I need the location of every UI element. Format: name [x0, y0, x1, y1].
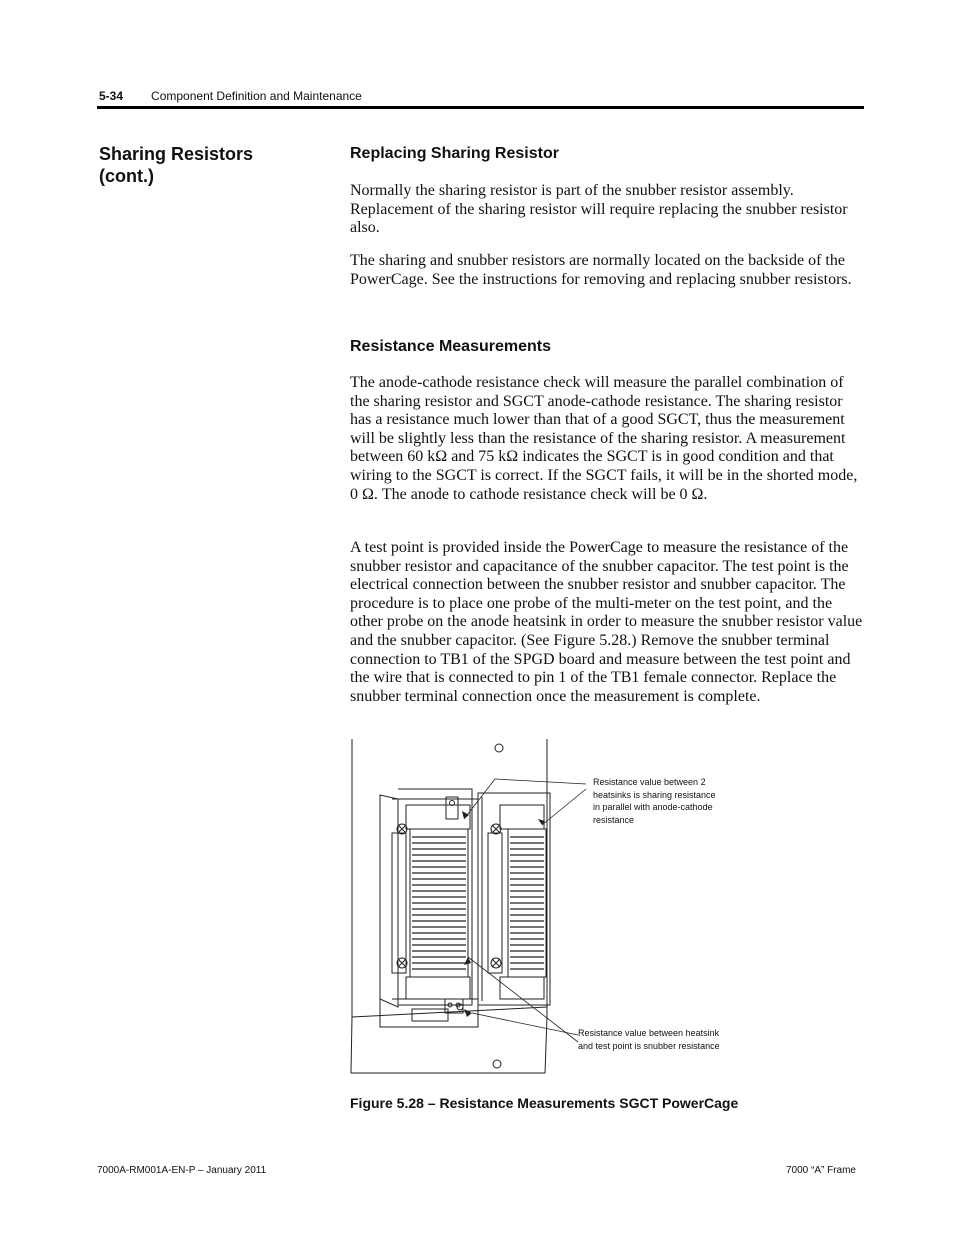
- side-heading: Sharing Resistors (cont.): [99, 144, 254, 186]
- resistance-paragraph-2: A test point is provided inside the PowerCage to measure the resistance of the snubber resistor and capacitance of the snubber capacitor. The test point is the electrical connection between the snubber resistor and snubber capacitor. The procedure is to place one probe of the multi-meter on the test point, and the other probe on the anode heatsink in order to measure the snubber resistor value and the snubber capacitor. (See Figure 5.28.) Remove the snubber terminal connection to TB1 of the SPGD board and measure between the test point and the wire that is connected to pin 1 of the TB1 female connector. Replace the snubber terminal connection once the measurement is complete.: [350, 539, 863, 705]
- resistance-heading: Resistance Measurements: [350, 338, 551, 355]
- resistance-paragraph-1: The anode-cathode resistance check will measure the parallel combination of the sharing resistor and SGCT anode-cathode resistance. The sharing resistor has a resistance much lower than that of a good SGCT, thus the measurement will be slightly less than the resistance of the sharing resistor. A measurement between 60 kΩ and 75 kΩ indicates the SGCT is in good condition and that wiring to the SGCT is correct. If the SGCT fails, it will be in the shorted mode, 0 Ω. The anode to cathode resistance check will be 0 Ω.: [350, 374, 858, 503]
- footer-product-name: 7000 “A” Frame: [785, 1165, 856, 1176]
- callout-snubber-resistance: Resistance value between heatsink and test point is snubber resistance: [578, 1028, 720, 1051]
- callout-sharing-resistance: Resistance value between 2 heatsinks is sharing resistance in parallel with anode-cathode resistance: [593, 777, 716, 825]
- replacing-paragraph-2: The sharing and snubber resistors are normally located on the backside of the PowerCage. See the instructions for removing and replacing snubber resistors.: [350, 252, 852, 288]
- replacing-paragraph-1: Normally the sharing resistor is part of the snubber resistor assembly. Replacement of the sharing resistor will require replacing the snubber resistor also.: [350, 182, 848, 237]
- replacing-heading: Replacing Sharing Resistor: [350, 145, 559, 162]
- page-header: [99, 89, 362, 103]
- page-number: 5-34: [99, 89, 124, 103]
- footer-document-id: 7000A-RM001A-EN-P – January 2011: [97, 1165, 267, 1176]
- figure-caption: Figure 5.28 – Resistance Measurements SGCT PowerCage: [350, 1095, 739, 1111]
- header-section-title: Component Definition and Maintenance: [151, 89, 362, 103]
- header-rule: [97, 106, 864, 109]
- powercage-figure: [350, 737, 750, 1077]
